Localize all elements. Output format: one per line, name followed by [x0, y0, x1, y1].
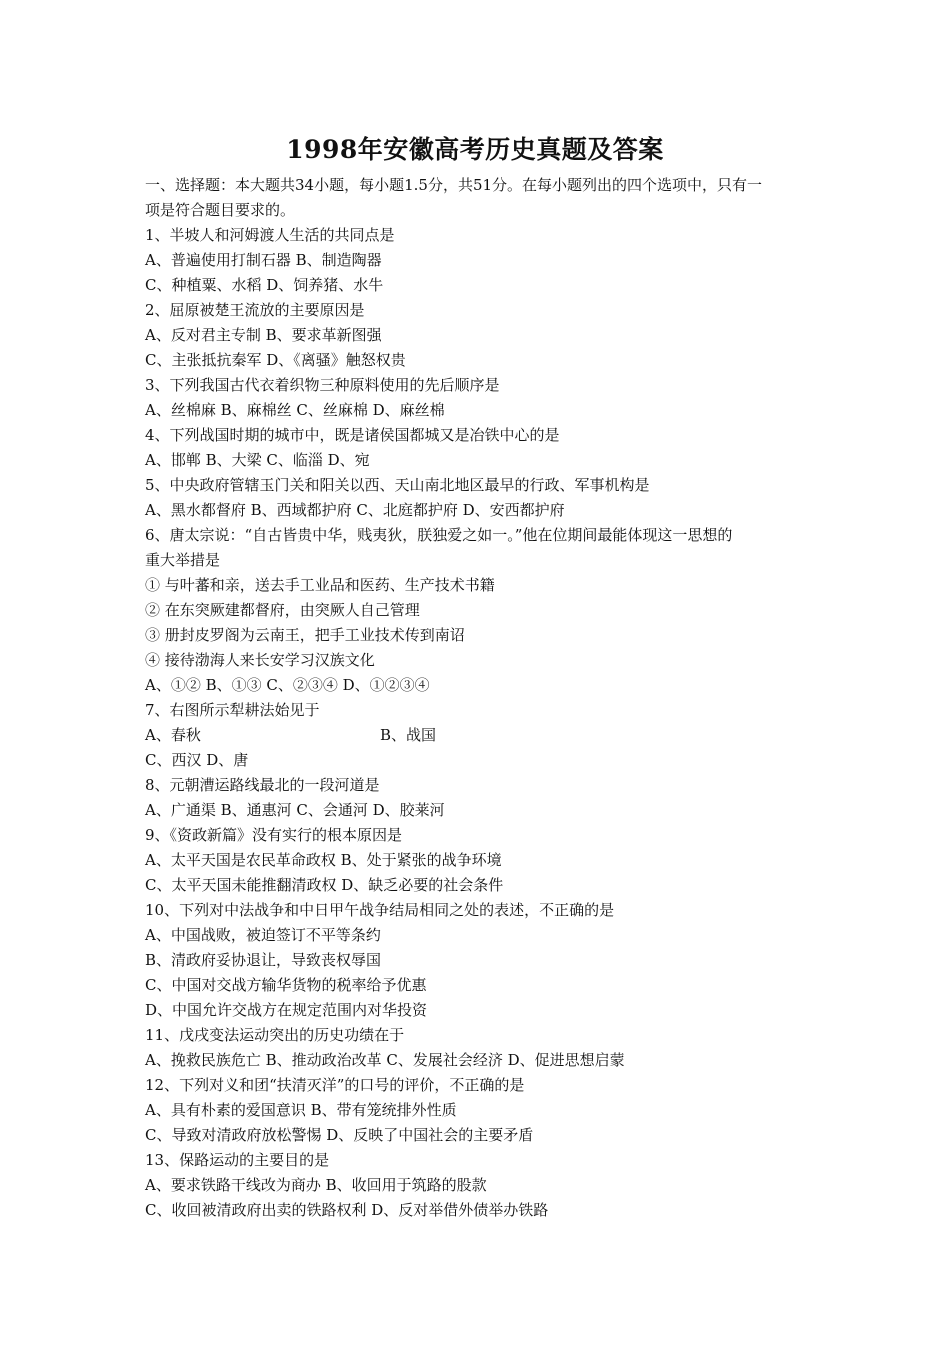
text-line-content: 10、下列对中法战争和中日甲午战争结局相同之处的表述，不正确的是 [145, 901, 615, 919]
document-title: 1998年安徽高考历史真题及答案 [286, 135, 664, 164]
text-line [145, 698, 825, 723]
text-line [145, 623, 825, 648]
text-line [145, 523, 825, 548]
text-line [145, 923, 825, 948]
text-line [145, 498, 825, 523]
text-line [145, 823, 825, 848]
text-line [145, 1148, 825, 1173]
text-line-content: A、中国战败，被迫签订不平等条约 [145, 926, 381, 944]
text-line-content: C、太平天国未能推翻清政权 D、缺乏必要的社会条件 [145, 876, 504, 894]
text-line [145, 398, 825, 423]
text-line [145, 1173, 825, 1198]
text-line [145, 1048, 825, 1073]
text-line-content: 2、屈原被楚王流放的主要原因是 [145, 301, 365, 319]
text-line [145, 1073, 825, 1098]
text-line [145, 723, 825, 748]
text-line-content: A、反对君主专制 B、要求革新图强 [145, 326, 382, 344]
text-line [145, 473, 825, 498]
text-line [145, 248, 825, 273]
text-line-content: C、西汉 D、唐 [145, 751, 249, 769]
text-line-content: A、要求铁路干线改为商办 B、收回用于筑路的股款 [145, 1176, 487, 1194]
text-line [145, 373, 825, 398]
text-line [145, 773, 825, 798]
text-line-content: A、黑水都督府 B、西域都护府 C、北庭都护府 D、安西都护府 [145, 501, 565, 519]
text-line-content: 重大举措是 [145, 551, 221, 569]
section-intro-line: 项是符合题目要求的。 [145, 201, 296, 219]
text-line-content: A、具有朴素的爱国意识 B、带有笼统排外性质 [145, 1101, 457, 1119]
text-line-content: 5、中央政府管辖玉门关和阳关以西、天山南北地区最早的行政、军事机构是 [145, 476, 650, 494]
text-line-content: A、普遍使用打制石器 B、制造陶器 [145, 251, 382, 269]
text-line-content: C、种植粟、水稻 D、饲养猪、水牛 [145, 276, 384, 294]
text-line [145, 848, 825, 873]
text-line-content: 6、唐太宗说：“自古皆贵中华，贱夷狄，朕独爱之如一。”他在位期间最能体现这一思想的 [145, 526, 733, 544]
text-line-content: D、中国允许交战方在规定范围内对华投资 [145, 1001, 428, 1019]
text-line [145, 348, 825, 373]
text-line [145, 298, 825, 323]
text-line-content: C、收回被清政府出卖的铁路权利 D、反对举借外债举办铁路 [145, 1201, 549, 1219]
text-line-content: 3、下列我国古代衣着织物三种原料使用的先后顺序是 [145, 376, 500, 394]
text-line-content: 12、下列对义和团“扶清灭洋”的口号的评价，不正确的是 [145, 1076, 525, 1094]
text-line-content: A、①② B、①③ C、②③④ D、①②③④ [145, 676, 430, 694]
text-line [145, 273, 825, 298]
text-line-content: B、清政府妥协退让，导致丧权辱国 [145, 951, 382, 969]
text-line [145, 998, 825, 1023]
text-line [145, 598, 825, 623]
text-line-content: 13、保路运动的主要目的是 [145, 1151, 330, 1169]
text-line [145, 423, 825, 448]
text-line-content: A、邯郸 B、大梁 C、临淄 D、宛 [145, 451, 370, 469]
text-line-content: ④ 接待渤海人来长安学习汉族文化 [145, 651, 375, 669]
text-line [145, 548, 825, 573]
section-intro-line: 一、选择题：本大题共34小题，每小题1.5分，共51分。在每小题列出的四个选项中，只有一 [145, 176, 763, 194]
text-line-content: A、挽救民族危亡 B、推动政治改革 C、发展社会经济 D、促进思想启蒙 [145, 1051, 625, 1069]
text-line-option-column: B、战国 [380, 726, 437, 744]
text-line-content: A、丝棉麻 B、麻棉丝 C、丝麻棉 D、麻丝棉 [145, 401, 445, 419]
text-line-content: 7、右图所示犁耕法始见于 [145, 701, 320, 719]
text-line [145, 873, 825, 898]
text-line [145, 1198, 825, 1223]
text-line [145, 1123, 825, 1148]
text-line-content: 8、元朝漕运路线最北的一段河道是 [145, 776, 380, 794]
text-line [145, 1023, 825, 1048]
text-line-content: A、春秋 [145, 726, 201, 744]
text-line [145, 973, 825, 998]
text-line-content: C、导致对清政府放松警惕 D、反映了中国社会的主要矛盾 [145, 1126, 534, 1144]
text-line-content: A、广通渠 B、通惠河 C、会通河 D、胶莱河 [145, 801, 445, 819]
text-line [145, 223, 825, 248]
text-line-content: A、太平天国是农民革命政权 B、处于紧张的战争环境 [145, 851, 502, 869]
text-line-content: 4、下列战国时期的城市中，既是诸侯国都城又是冶铁中心的是 [145, 426, 560, 444]
text-line-content: C、主张抵抗秦军 D、《离骚》触怒权贵 [145, 351, 406, 369]
text-line [145, 798, 825, 823]
text-line [145, 748, 825, 773]
text-line-content: 1、半坡人和河姆渡人生活的共同点是 [145, 226, 395, 244]
text-line [145, 648, 825, 673]
text-line [145, 1098, 825, 1123]
text-line [145, 948, 825, 973]
text-line-content: ① 与叶蕃和亲，送去手工业品和医药、生产技术书籍 [145, 576, 495, 594]
text-line [145, 323, 825, 348]
text-line [145, 448, 825, 473]
text-line [145, 573, 825, 598]
text-line-content: 9、《资政新篇》没有实行的根本原因是 [145, 826, 403, 844]
text-line-content: C、中国对交战方输华货物的税率给予优惠 [145, 976, 427, 994]
text-line-content: ③ 册封皮罗阁为云南王，把手工业技术传到南诏 [145, 626, 465, 644]
document-body [145, 173, 825, 1223]
text-line-content: 11、戊戌变法运动突出的历史功绩在于 [145, 1026, 405, 1044]
text-line-content: ② 在东突厥建都督府，由突厥人自己管理 [145, 601, 420, 619]
text-line [145, 673, 825, 698]
text-line [145, 898, 825, 923]
